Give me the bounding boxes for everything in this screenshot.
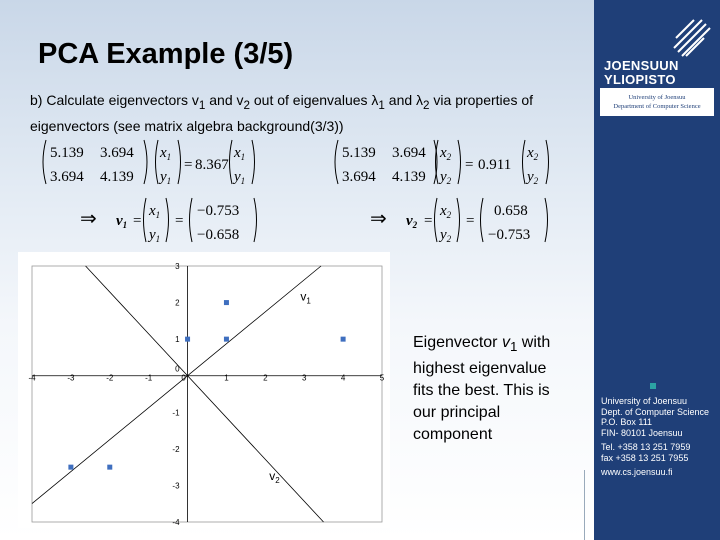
svg-text:3.694: 3.694 (392, 145, 426, 161)
data-point (341, 337, 346, 342)
y-tick-label: -2 (172, 444, 180, 454)
pca-scatter-plot (18, 252, 390, 528)
matrix-a12: 3.694 (100, 145, 134, 161)
eigenvalue-1: 8.367 (195, 157, 229, 173)
svg-text:x1: $x_1$ (234, 145, 246, 162)
eigenvector-explanation: Eigenvector $v_1$ with highest eigenvalue fits the best. This is our principal component (413, 334, 551, 444)
svg-text:=: = (133, 213, 142, 229)
svg-text:x2: $x_2$ (527, 145, 539, 162)
y-tick-label: 2 (175, 298, 180, 308)
university-logo-icon (672, 18, 712, 58)
v2-component-1: 0.658 (494, 203, 528, 219)
svg-text:y1: $y_1$ (234, 169, 246, 186)
svg-text:=: = (466, 213, 475, 229)
university-sidebar (594, 0, 720, 540)
svg-text:5.139: 5.139 (342, 145, 376, 161)
y-tick-label: 1 (175, 335, 180, 345)
x-tick-label: 1 (224, 373, 229, 383)
x-tick-label: 4 (340, 373, 346, 383)
y-tick-label: 0 (175, 364, 180, 374)
y-tick-label: 3 (175, 262, 180, 271)
plot-background (18, 252, 390, 528)
v2-component-2: −0.753 (488, 227, 531, 243)
eigenvalue-2: 0.911 (478, 157, 512, 173)
x-tick-label: 2 (263, 373, 268, 383)
eigen-equations (20, 132, 590, 252)
x-tick-label: 3 (301, 373, 307, 383)
eigenvector-label-v2: $v_2$ (269, 468, 280, 485)
svg-text:3.694: 3.694 (342, 169, 376, 185)
logo-text-line2: YLIOPISTO (604, 72, 676, 87)
matrix-a21: 3.694 (50, 169, 84, 185)
x-tick-label: 0 (181, 373, 186, 383)
svg-text:y2: $y_2$ (527, 169, 539, 186)
svg-text:y2: $y_2$ (440, 227, 452, 244)
svg-text:y1: $y_1$ (149, 227, 161, 244)
svg-text:=: = (465, 157, 474, 173)
x-tick-label: -4 (28, 373, 36, 383)
data-point (185, 337, 190, 342)
slide-title: PCA Example (3/5) (38, 38, 294, 70)
data-point (107, 465, 112, 470)
x-tick-label: -3 (67, 373, 75, 383)
x-tick-label: -2 (106, 373, 114, 383)
svg-text:v2: $v_2$ (406, 213, 418, 230)
v1-component-1: −0.753 (197, 203, 240, 219)
data-point (224, 337, 229, 342)
sidebar-bullet-icon (650, 383, 656, 389)
svg-text:=: = (175, 213, 184, 229)
svg-text:y1: $y_1$ (160, 169, 172, 186)
svg-text:⇒: ⇒ (80, 208, 97, 230)
svg-text:x2: $x_2$ (440, 145, 452, 162)
matrix-a11: 5.139 (50, 145, 84, 161)
svg-text:4.139: 4.139 (392, 169, 426, 185)
data-point (224, 300, 229, 305)
matrix-a22: 4.139 (100, 169, 134, 185)
svg-text:x1: $x_1$ (160, 145, 172, 162)
y-tick-label: -1 (172, 408, 180, 418)
department-label: University of Joensuu Department of Computer Science (600, 88, 714, 116)
contact-info: University of Joensuu Dept. of Computer Science P.O. Box 111 FIN- 80101 Joensuu Tel. +358 13 251 7959 fax +358 13 251 7955 www.cs.joensuu.fi (601, 396, 710, 477)
svg-text:=: = (424, 213, 433, 229)
v1-component-2: −0.658 (197, 227, 240, 243)
svg-text:=: = (184, 157, 193, 173)
svg-text:x2: $x_2$ (440, 203, 452, 220)
x-tick-label: 5 (379, 373, 385, 383)
eigenvector-label-v1: $v_1$ (300, 289, 311, 306)
svg-text:x1: $x_1$ (149, 203, 161, 220)
logo-text-line1: JOENSUUN (604, 58, 679, 73)
y-tick-label: -3 (172, 481, 180, 491)
body-text: b) Calculate eigenvectors $v_1$ and $v_2$ out of eigenvalues $\lambda_1$ and $\lambda_2$ via properties of eigenvectors (see matrix algebra background(3/3)) (30, 92, 534, 134)
x-tick-label: -1 (145, 373, 153, 383)
svg-text:y2: $y_2$ (440, 169, 452, 186)
data-point (68, 465, 73, 470)
divider-line (584, 470, 585, 540)
svg-text:v1: $v_1$ (116, 213, 128, 230)
svg-text:⇒: ⇒ (370, 208, 387, 230)
y-tick-label: -4 (172, 518, 180, 527)
